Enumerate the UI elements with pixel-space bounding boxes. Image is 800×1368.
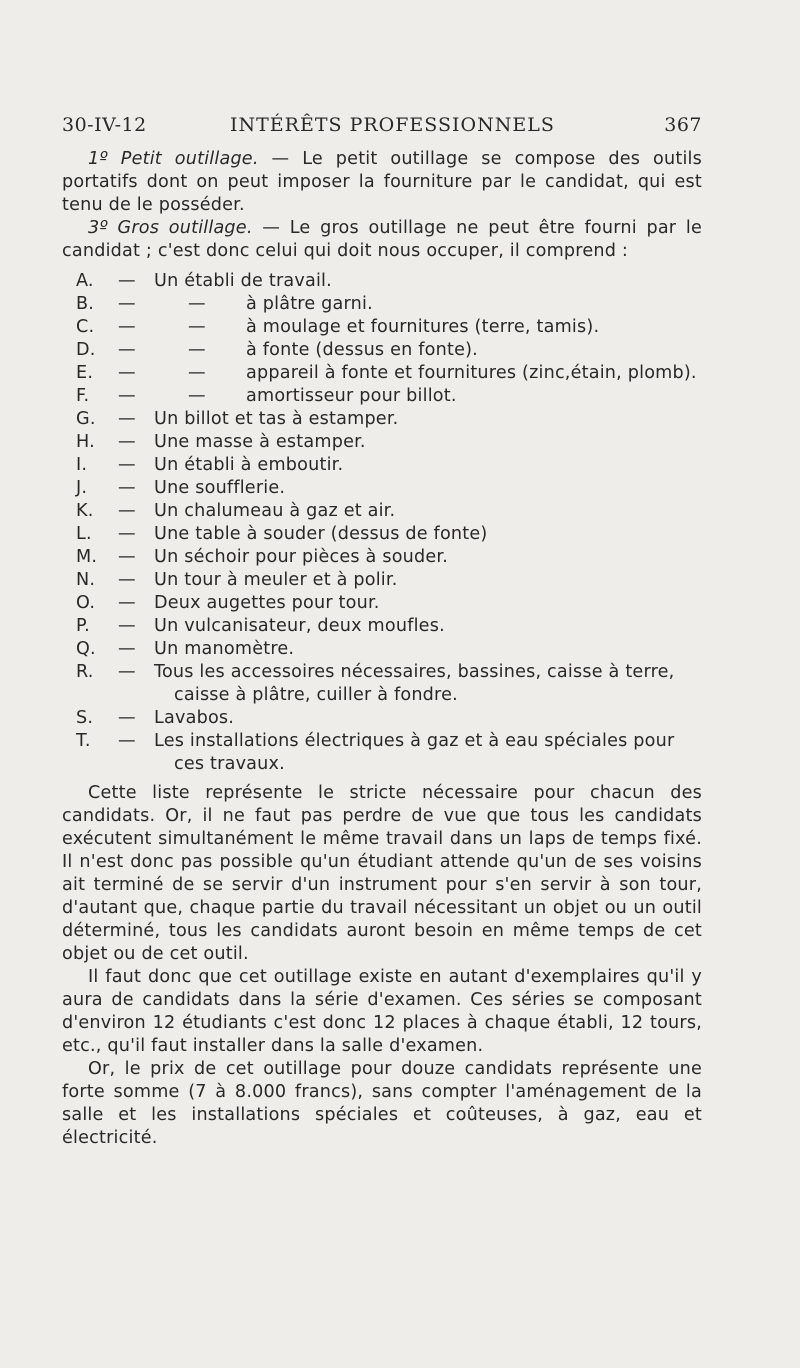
item-text: à moulage et fournitures (terre, tamis). — [246, 317, 600, 337]
item-ditto-mark: — — [188, 340, 206, 360]
list-item — [62, 592, 702, 615]
item-dash: — — [118, 386, 136, 406]
item-dash: — — [118, 271, 136, 291]
paragraph-petit-outillage — [62, 148, 702, 217]
item-text-continuation: ces travaux. — [174, 754, 285, 774]
item-text: Une table à souder (dessus de fonte) — [154, 524, 488, 544]
list-item — [62, 730, 702, 776]
list-item — [62, 500, 702, 523]
item-letter: R. — [76, 662, 94, 682]
section-label: 3º Gros outillage. — [88, 218, 253, 238]
item-text: amortisseur pour billot. — [246, 386, 457, 406]
list-item — [62, 477, 702, 500]
item-dash: — — [118, 432, 136, 452]
running-title: INTÉRÊTS PROFESSIONNELS — [230, 114, 555, 136]
paragraph-body: Cette liste représente le stricte nécessaire pour chacun des candidats. Or, il ne faut pas perdre de vue que tous les candidats exécutent simultanément le même travail dans un laps de temps fixé. Il n'est donc pas possible qu'un étudiant attende qu'un de ses voisins ait terminé de se servir d'un instrument pour s'en servir à son tour, d'autant que, chaque partie du travail nécessitant un objet ou un outil déterminé, tous les candidats auront besoin en même temps de cet objet ou de cet outil. — [62, 783, 702, 964]
item-text: Un tour à meuler et à polir. — [154, 570, 398, 590]
list-item — [62, 569, 702, 592]
item-text: Un établi à emboutir. — [154, 455, 344, 475]
list-item — [62, 638, 702, 661]
paragraph-gros-outillage — [62, 217, 702, 263]
item-letter: Q. — [76, 639, 96, 659]
item-dash: — — [118, 639, 136, 659]
item-text: appareil à fonte et fournitures (zinc,étain, plomb). — [246, 363, 697, 383]
item-text: à fonte (dessus en fonte). — [246, 340, 478, 360]
item-text: Un manomètre. — [154, 639, 295, 659]
list-item — [62, 362, 702, 385]
list-item — [62, 707, 702, 730]
item-letter: H. — [76, 432, 95, 452]
list-item — [62, 408, 702, 431]
list-item — [62, 661, 702, 707]
list-item — [62, 339, 702, 362]
item-letter: B. — [76, 294, 95, 314]
item-text: Un billot et tas à estamper. — [154, 409, 399, 429]
item-ditto-mark: — — [188, 294, 206, 314]
item-letter: G. — [76, 409, 96, 429]
list-item — [62, 454, 702, 477]
item-letter: P. — [76, 616, 90, 636]
item-text-continuation: caisse à plâtre, cuiller à fondre. — [174, 685, 458, 705]
item-dash: — — [118, 317, 136, 337]
equipment-list — [62, 270, 702, 776]
list-item — [62, 293, 702, 316]
section-label: 1º Petit outillage. — [88, 149, 259, 169]
item-text: Une soufflerie. — [154, 478, 286, 498]
item-letter: E. — [76, 363, 94, 383]
item-ditto-mark: — — [188, 363, 206, 383]
page-number: 367 — [664, 114, 702, 136]
item-dash: — — [118, 662, 136, 682]
item-text: Tous les accessoires nécessaires, bassines, caisse à terre, — [154, 662, 675, 682]
item-dash: — — [118, 570, 136, 590]
paragraph-text: — Le gros outillage ne peut être fourni par le candidat ; c'est donc celui qui doit nous occuper, il comprend : — [62, 218, 702, 261]
item-dash: — — [118, 501, 136, 521]
item-letter: M. — [76, 547, 98, 567]
item-dash: — — [118, 547, 136, 567]
list-item — [62, 316, 702, 339]
item-text: à plâtre garni. — [246, 294, 373, 314]
item-dash: — — [118, 363, 136, 383]
item-text: Un chalumeau à gaz et air. — [154, 501, 396, 521]
paragraph-text: — Le petit outillage se compose des outils portatifs dont on peut imposer la fourniture par le candidat, qui est tenu de le posséder. — [62, 149, 702, 215]
item-dash: — — [118, 409, 136, 429]
item-text: Une masse à estamper. — [154, 432, 366, 452]
item-letter: L. — [76, 524, 92, 544]
item-letter: S. — [76, 708, 94, 728]
item-letter: D. — [76, 340, 96, 360]
item-letter: K. — [76, 501, 94, 521]
item-letter: T. — [76, 731, 91, 751]
item-text: Lavabos. — [154, 708, 235, 728]
issue-date: 30-IV-12 — [62, 114, 147, 136]
item-letter: I. — [76, 455, 88, 475]
item-dash: — — [118, 616, 136, 636]
item-text: Un séchoir pour pièces à souder. — [154, 547, 449, 567]
item-dash: — — [118, 340, 136, 360]
paragraph-body: Il faut donc que cet outillage existe en autant d'exemplaires qu'il y aura de candidats dans la série d'examen. Ces séries se composant d'environ 12 étudiants c'est donc 12 places à chaque établi, 12 tours, etc., qu'il faut installer dans la salle d'examen. — [62, 967, 702, 1056]
item-dash: — — [118, 708, 136, 728]
item-text: Un établi de travail. — [154, 271, 332, 291]
list-item — [62, 385, 702, 408]
running-header — [62, 114, 702, 140]
item-letter: F. — [76, 386, 90, 406]
list-item — [62, 431, 702, 454]
item-letter: C. — [76, 317, 95, 337]
item-text: Les installations électriques à gaz et à eau spéciales pour — [154, 731, 675, 751]
list-item — [62, 270, 702, 293]
item-dash: — — [118, 524, 136, 544]
list-item — [62, 615, 702, 638]
item-letter: O. — [76, 593, 96, 613]
item-text: Deux augettes pour tour. — [154, 593, 380, 613]
item-dash: — — [118, 478, 136, 498]
item-letter: A. — [76, 271, 94, 291]
page-body — [62, 148, 702, 1150]
item-text: Un vulcanisateur, deux moufles. — [154, 616, 445, 636]
item-dash: — — [118, 455, 136, 475]
item-ditto-mark: — — [188, 317, 206, 337]
item-dash: — — [118, 294, 136, 314]
item-dash: — — [118, 731, 136, 751]
list-item — [62, 546, 702, 569]
item-letter: J. — [76, 478, 88, 498]
list-item — [62, 523, 702, 546]
item-dash: — — [118, 593, 136, 613]
item-letter: N. — [76, 570, 96, 590]
item-ditto-mark: — — [188, 386, 206, 406]
paragraph-body: Or, le prix de cet outillage pour douze candidats représente une forte somme (7 à 8.000 francs), sans compter l'aménagement de la salle et les installations spéciales et coûteuses, à gaz, eau et électricité. — [62, 1059, 702, 1148]
